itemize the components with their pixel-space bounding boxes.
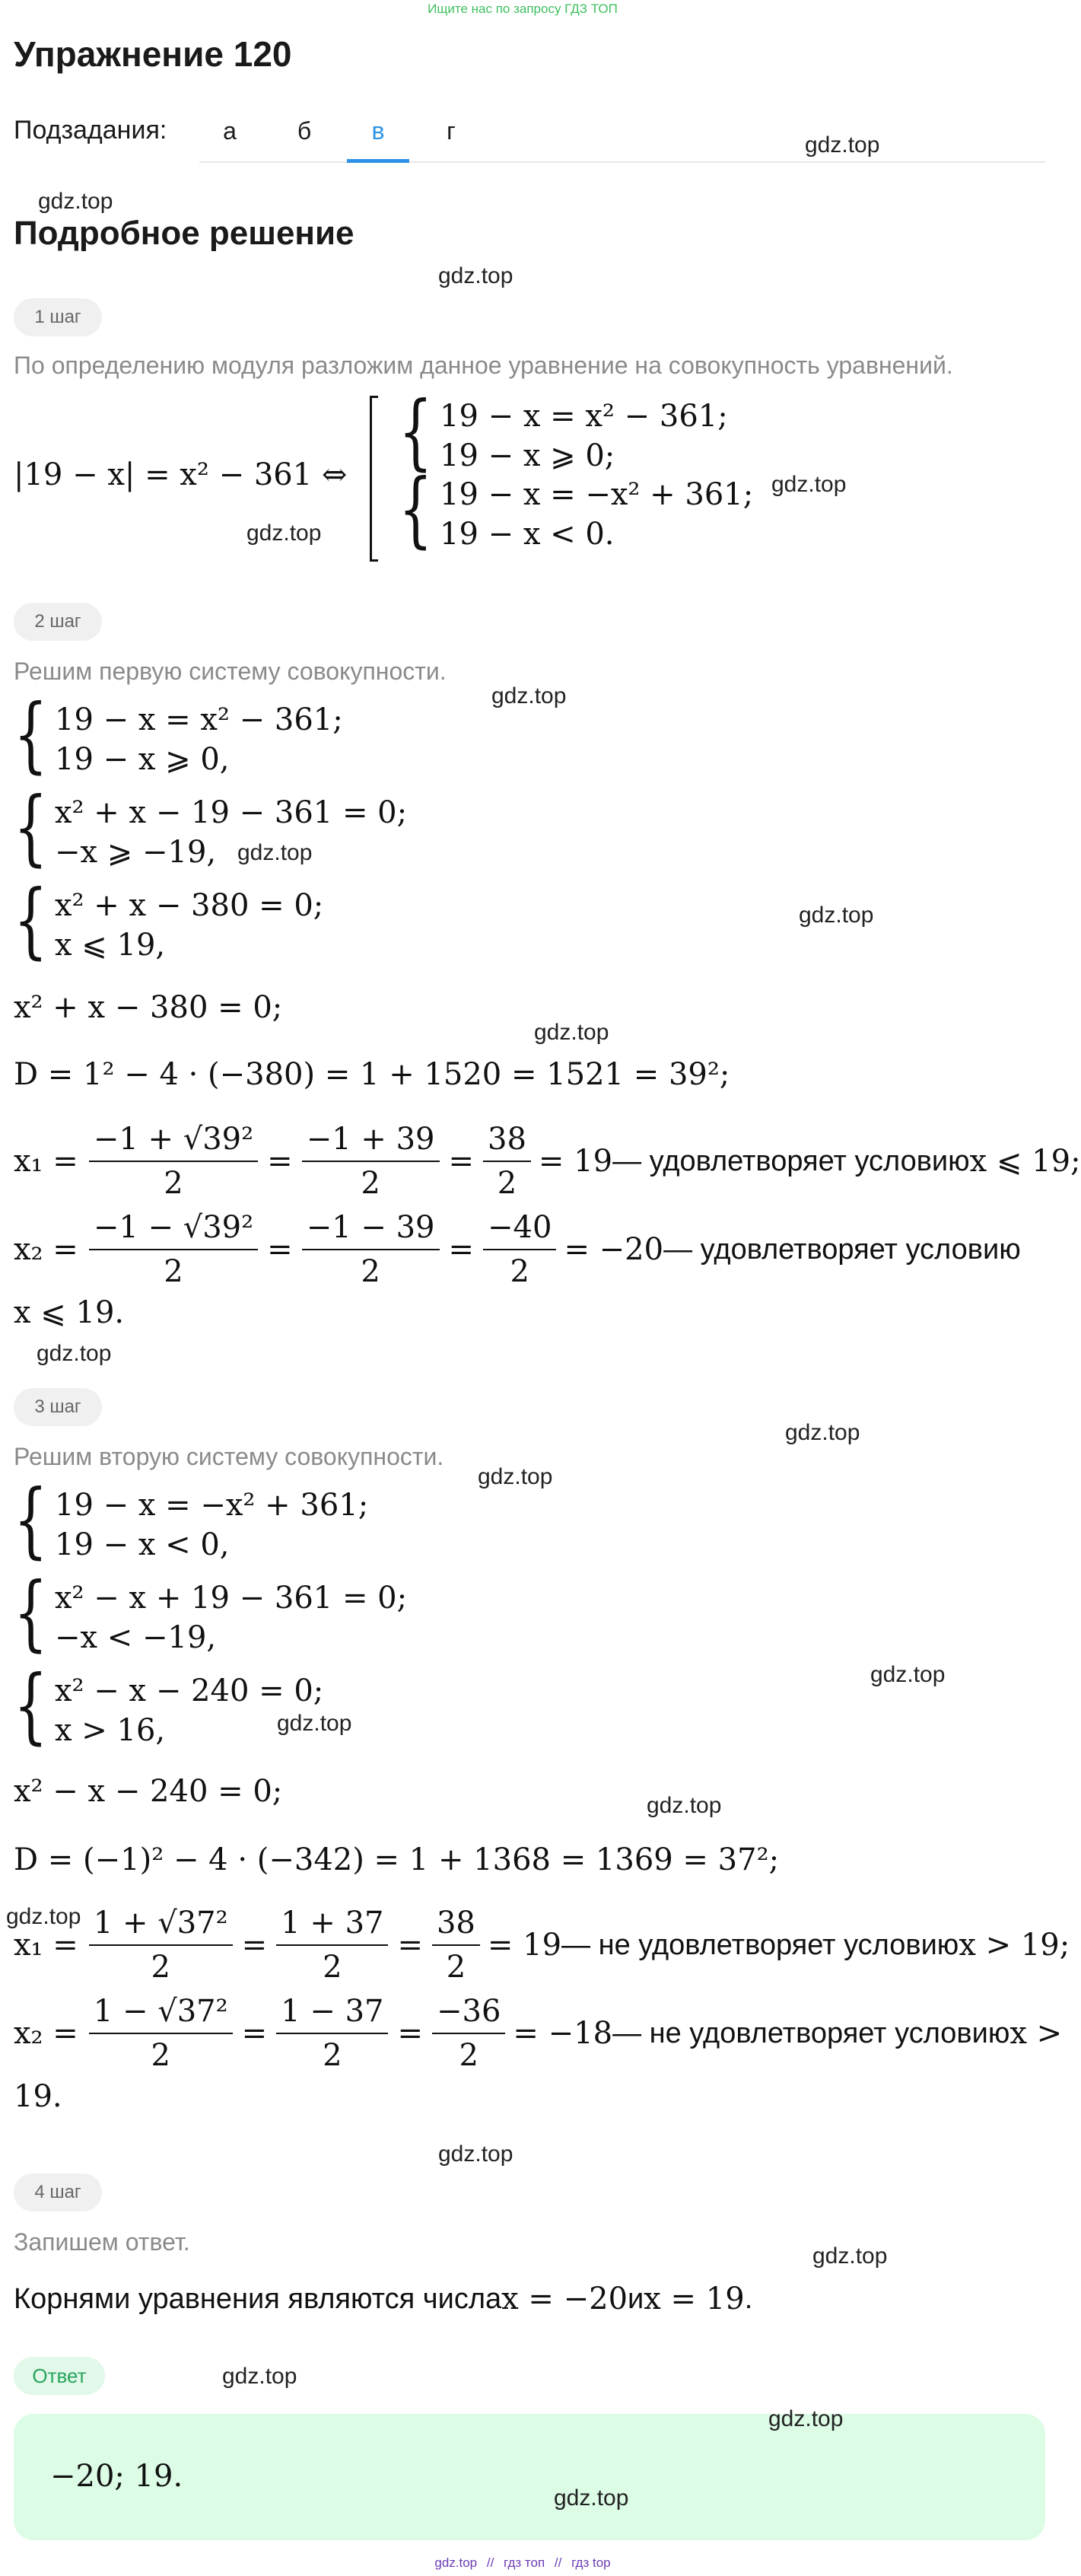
watermark: gdz.top	[438, 263, 513, 288]
tab-a[interactable]: а	[223, 117, 237, 145]
watermark: gdz.top	[799, 903, 874, 928]
page-title: Упражнение 120	[14, 34, 292, 74]
equation-line: 19 − x = x² − 361;	[55, 702, 343, 737]
step-badge: 3 шаг	[14, 1388, 102, 1426]
equation: x² − x − 240 = 0;	[14, 1774, 283, 1809]
system-brace: {	[14, 780, 48, 875]
watermark: gdz.top	[478, 1464, 553, 1489]
active-tab-indicator	[347, 159, 409, 163]
equation-line: 19 − x = −x² + 361;	[440, 477, 754, 512]
tab-g[interactable]: г	[447, 117, 456, 145]
footer-link[interactable]: gdz.top	[434, 2555, 478, 2570]
equation-line: −x < −19,	[55, 1620, 217, 1655]
watermark: gdz.top	[438, 2141, 513, 2167]
root-x2: x₂ = $\frac{\text{1 − √37²}}{2}$ = $\frac{1 - 37}{2}$ = $\frac{-36}{2}$ = −18 — не удовлетворяет условию x >	[14, 1994, 1063, 2073]
watermark: gdz.top	[768, 2406, 844, 2431]
answer-badge: Ответ	[14, 2357, 105, 2395]
equation-line: 19 − x < 0,	[55, 1527, 230, 1562]
footer-link[interactable]: гдз топ	[504, 2555, 545, 2570]
tabs-divider	[199, 161, 1045, 163]
step-badge: 1 шаг	[14, 298, 102, 336]
answer-sentence: Корнями уравнения являются числа x = −20 и x = 19 .	[14, 2281, 753, 2316]
step-badge: 2 шаг	[14, 603, 102, 641]
watermark: gdz.top	[222, 2364, 297, 2389]
system-brace: {	[14, 1658, 48, 1753]
watermark: gdz.top	[805, 132, 880, 158]
watermark: gdz.top	[246, 521, 322, 546]
equation-line: x² − x + 19 − 361 = 0;	[55, 1581, 408, 1616]
footer-link[interactable]: гдз top	[571, 2555, 611, 2570]
equation-line: 19 − x < 0.	[440, 517, 615, 552]
equation-line: x ⩽ 19,	[55, 928, 166, 963]
tab-v[interactable]: в	[371, 117, 385, 145]
equation-line: 19 − x ⩾ 0,	[55, 742, 230, 777]
equation-line: x > 16,	[55, 1713, 166, 1748]
set-bracket	[370, 396, 378, 562]
equation: x² + x − 380 = 0;	[14, 990, 283, 1025]
footer-separator: //	[554, 2555, 562, 2570]
watermark: gdz.top	[812, 2243, 888, 2269]
system-brace: {	[14, 1565, 48, 1661]
equation-line: 19 − x ⩾ 0;	[440, 438, 615, 473]
system-brace: {	[14, 687, 48, 782]
tab-b[interactable]: б	[297, 117, 312, 145]
subtasks-label: Подзадания:	[14, 116, 167, 145]
top-banner: Ищите нас по запросу ГДЗ ТОП	[428, 2, 618, 16]
equation-line: x² + x − 19 − 361 = 0;	[55, 795, 408, 830]
step-intro: Решим первую систему совокупности.	[14, 658, 447, 685]
step-intro: Запишем ответ.	[14, 2228, 190, 2256]
footer-separator: //	[486, 2555, 494, 2570]
watermark: gdz.top	[491, 683, 567, 708]
root-x2: x₂ = $\frac{\text{−1 − √39²}}{2}$ = $\frac{-1 - 39}{2}$ = $\frac{-40}{2}$ = −20 — удовлетворяет условию	[14, 1210, 1021, 1289]
step-badge: 4 шаг	[14, 2173, 102, 2211]
watermark: gdz.top	[870, 1662, 946, 1687]
watermark: gdz.top	[771, 472, 847, 497]
section-heading: Подробное решение	[14, 215, 355, 252]
step-intro: По определению модуля разложим данное уравнение на совокупность уравнений.	[14, 352, 953, 379]
system-brace: {	[399, 384, 433, 479]
system-brace: {	[14, 873, 48, 968]
equation-line: −x ⩾ −19,	[55, 835, 217, 870]
root-x1: x₁ = $\frac{\text{−1 + √39²}}{2}$ = $\frac{-1 + 39}{2}$ = $\frac{38}{2}$ = 19 — удовлетворяет условию x ⩽ 19;	[14, 1122, 1081, 1201]
watermark: gdz.top	[554, 2485, 629, 2511]
root-x1: x₁ = $\frac{\text{1 + √37²}}{2}$ = $\frac{1 + 37}{2}$ = $\frac{38}{2}$ = 19 — не удовлетворяет условию x > 19;	[14, 1906, 1070, 1985]
condition: x ⩽ 19.	[14, 1295, 125, 1330]
watermark: gdz.top	[277, 1711, 352, 1736]
watermark: gdz.top	[785, 1420, 860, 1445]
discriminant: D = (−1)² − 4 · (−342) = 1 + 1368 = 1369 = 37²;	[14, 1842, 780, 1877]
equation-line: 19 − x = −x² + 361;	[55, 1488, 369, 1523]
system-brace: {	[14, 1473, 48, 1568]
equation-line: x² − x − 240 = 0;	[55, 1673, 324, 1708]
condition: 19.	[14, 2079, 62, 2114]
discriminant: D = 1² − 4 · (−380) = 1 + 1520 = 1521 = 39²;	[14, 1057, 730, 1092]
system-brace: {	[399, 462, 433, 557]
watermark: gdz.top	[37, 1341, 112, 1366]
equation-line: 19 − x = x² − 361;	[440, 399, 728, 434]
answer-value: −20; 19.	[50, 2459, 183, 2494]
watermark: gdz.top	[38, 189, 113, 214]
watermark: gdz.top	[534, 1020, 609, 1045]
equation-lhs: |19 − x| = x² − 361 ⇔	[14, 457, 348, 492]
equation-line: x² + x − 380 = 0;	[55, 888, 324, 923]
watermark: gdz.top	[6, 1904, 81, 1929]
footer	[0, 2555, 1045, 2571]
step-intro: Решим вторую систему совокупности.	[14, 1443, 444, 1470]
watermark: gdz.top	[647, 1793, 722, 1818]
watermark: gdz.top	[237, 840, 313, 865]
